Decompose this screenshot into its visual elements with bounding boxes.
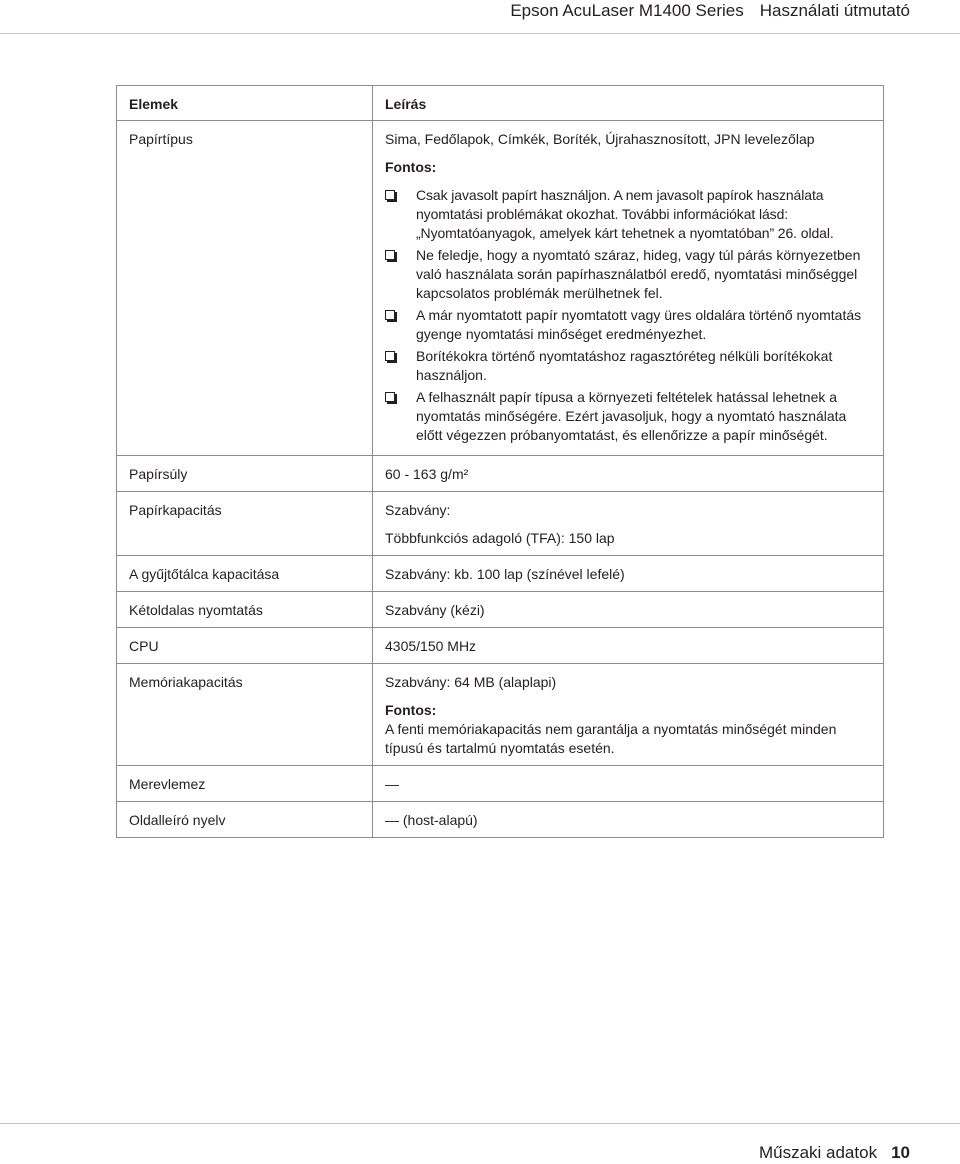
product-name: Epson AcuLaser M1400 Series (510, 1, 744, 20)
checkbox-bullet-icon (385, 392, 395, 402)
table-row-memory (117, 664, 884, 766)
table-row-pdl (117, 802, 884, 838)
bullet-item: Borítékokra történő nyomtatáshoz ragasztóréteg nélküli borítékokat használjon. (385, 347, 871, 385)
table-header-row (117, 86, 884, 121)
column-header-description: Leírás (373, 86, 884, 121)
row-label-pdl: Oldalleíró nyelv (117, 802, 373, 838)
row-value-memory (373, 664, 884, 766)
row-label-memory: Memóriakapacitás (117, 664, 373, 766)
page-footer (759, 1142, 910, 1164)
checkbox-bullet-icon (385, 190, 395, 200)
checkbox-bullet-icon (385, 351, 395, 361)
table-row-paper-type (117, 121, 884, 456)
row-label-cpu: CPU (117, 628, 373, 664)
bullet-item: Csak javasolt papírt használjon. A nem javasolt papírok használata nyomtatási problémákat okozhat. További információkat lásd: „Nyomtatóanyagok, amelyek kárt tehetnek a nyomtatóban” 26. oldal. (385, 186, 871, 243)
row-value-output-tray: Szabvány: kb. 100 lap (színével lefelé) (373, 556, 884, 592)
row-value-paper-weight: 60 - 163 g/m² (373, 456, 884, 492)
row-label-paper-weight: Papírsúly (117, 456, 373, 492)
checkbox-bullet-icon (385, 310, 395, 320)
important-heading: Fontos: (385, 159, 437, 175)
page-header (510, 0, 910, 22)
row-value-paper-type (373, 121, 884, 456)
row-value-paper-capacity (373, 492, 884, 556)
page-number: 10 (891, 1143, 910, 1162)
header-divider (0, 33, 960, 34)
table-row-cpu (117, 628, 884, 664)
bullet-item: A már nyomtatott papír nyomtatott vagy üres oldalára történő nyomtatás gyenge nyomtatási minőséget eredményezhet. (385, 306, 871, 344)
row-label-paper-capacity: Papírkapacitás (117, 492, 373, 556)
capacity-standard-label: Szabvány: (385, 502, 451, 518)
memory-note: A fenti memóriakapacitás nem garantálja a nyomtatás minőségét minden típusú és tartalmú nyomtatás esetén. (385, 721, 837, 756)
bullet-item: A felhasznált papír típusa a környezeti feltételek hatással lehetnek a nyomtatás minőségére. Ezért javasoljuk, hogy a nyomtató használata előtt végezzen próbanyomtatást, és ellenőrizze a papír minőségét. (385, 388, 871, 445)
column-header-items: Elemek (117, 86, 373, 121)
table-row-output-tray (117, 556, 884, 592)
row-label-paper-type: Papírtípus (117, 121, 373, 456)
table-row-hdd (117, 766, 884, 802)
table-row-paper-weight (117, 456, 884, 492)
paper-types-list: Sima, Fedőlapok, Címkék, Boríték, Újrahasznosított, JPN levelezőlap (385, 131, 815, 147)
footer-section-title: Műszaki adatok (758, 1143, 878, 1162)
memory-standard: Szabvány: 64 MB (alaplapi) (385, 674, 557, 690)
row-label-hdd: Merevlemez (117, 766, 373, 802)
specifications-table (116, 85, 884, 838)
bullet-item: Ne feledje, hogy a nyomtató száraz, hideg, vagy túl párás környezetben való használata során papírhasználatból eredő, nyomtatási minőséggel kapcsolatos problémák merülhetnek fel. (385, 246, 871, 303)
row-value-pdl: — (host-alapú) (373, 802, 884, 838)
guide-title: Használati útmutató (759, 1, 910, 20)
row-value-hdd: — (373, 766, 884, 802)
row-value-duplex: Szabvány (kézi) (373, 592, 884, 628)
capacity-mp-tray: Többfunkciós adagoló (TFA): 150 lap (385, 530, 615, 546)
row-label-output-tray: A gyűjtőtálca kapacitása (117, 556, 373, 592)
row-label-duplex: Kétoldalas nyomtatás (117, 592, 373, 628)
memory-important-heading: Fontos: (385, 702, 437, 718)
footer-divider (0, 1123, 960, 1124)
table-row-paper-capacity (117, 492, 884, 556)
row-value-cpu: 4305/150 MHz (373, 628, 884, 664)
checkbox-bullet-icon (385, 250, 395, 260)
important-bullet-list (385, 186, 871, 445)
table-row-duplex (117, 592, 884, 628)
